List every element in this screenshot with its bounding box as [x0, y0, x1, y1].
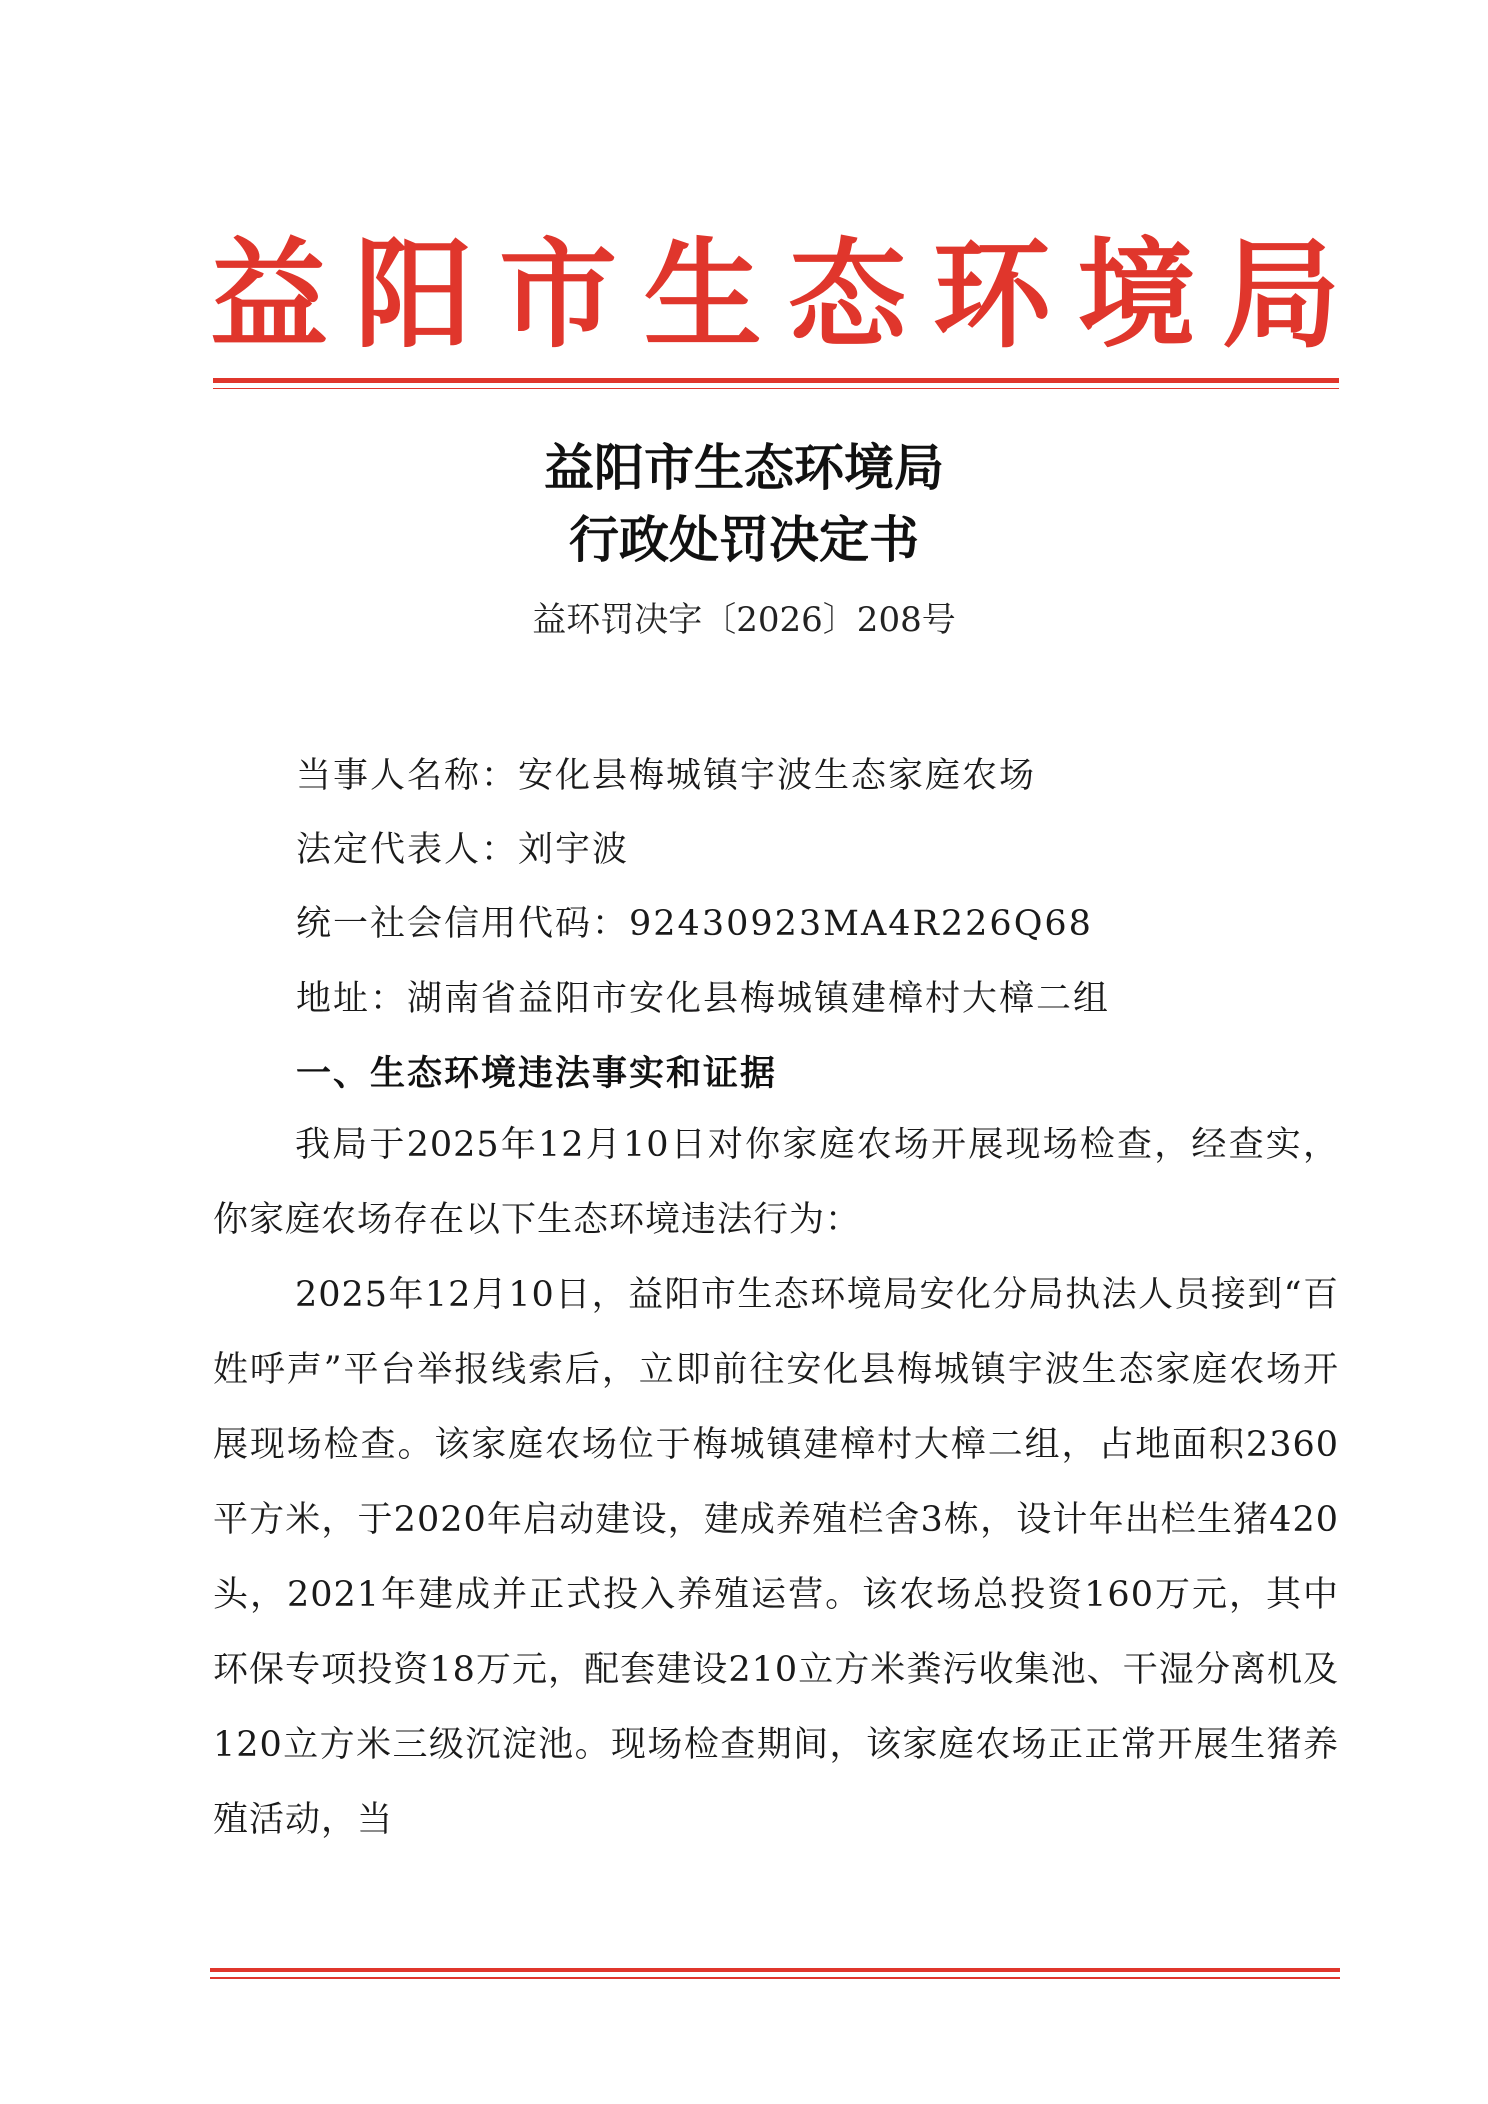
- credit-code-value: 92430923MA4R226Q68: [629, 904, 1093, 944]
- address-value: 湖南省益阳市安化县梅城镇建樟村大樟二组: [407, 979, 1111, 1019]
- party-name-value: 安化县梅城镇宇波生态家庭农场: [518, 756, 1037, 796]
- section-heading-facts: 一、生态环境违法事实和证据: [296, 1053, 778, 1094]
- letterhead-org-name: 益阳市生态环境局: [210, 225, 1340, 364]
- body-paragraph-2: 2025年12月10日，益阳市生态环境局安化分局执法人员接到“百姓呼声”平台举报线索后，立即前往安化县梅城镇宇波生态家庭农场开展现场检查。该家庭农场位于梅城镇建樟村大樟二组，占地面积2360平方米，于2020年启动建设，建成养殖栏舍3栋，设计年出栏生猪420头，2021年建成并正式投入养殖运营。该农场总投资160万元，其中环保专项投资18万元，配套建设210立方米粪污收集池、干湿分离机及120立方米三级沉淀池。现场检查期间，该家庭农场正正常开展生猪养殖活动，当: [213, 1275, 1339, 1840]
- party-name-label: 当事人名称：: [296, 756, 519, 796]
- credit-code-field: [296, 900, 1093, 948]
- legal-rep-value: 刘宇波: [518, 830, 630, 870]
- legal-rep-field: [296, 826, 629, 874]
- body-paragraph-1: 我局于2025年12月10日对你家庭农场开展现场检查，经查实，你家庭农场存在以下生态环境违法行为：: [213, 1125, 1339, 1240]
- address-label: 地址：: [296, 979, 408, 1019]
- credit-code-label: 统一社会信用代码：: [296, 904, 630, 944]
- document-title-line1: 益阳市生态环境局: [544, 438, 944, 497]
- legal-rep-label: 法定代表人：: [296, 830, 519, 870]
- document-title-line2: 行政处罚决定书: [569, 510, 919, 569]
- footer-red-rule-thin: [210, 1977, 1340, 1979]
- document-number: 益环罚决字〔2026〕208号: [532, 600, 956, 640]
- party-name-field: [296, 752, 1036, 800]
- address-field: [296, 975, 1110, 1023]
- footer-red-rule: [210, 1968, 1340, 1972]
- letterhead-red-rule-thin: [213, 388, 1339, 389]
- letterhead-red-rule: [213, 378, 1339, 383]
